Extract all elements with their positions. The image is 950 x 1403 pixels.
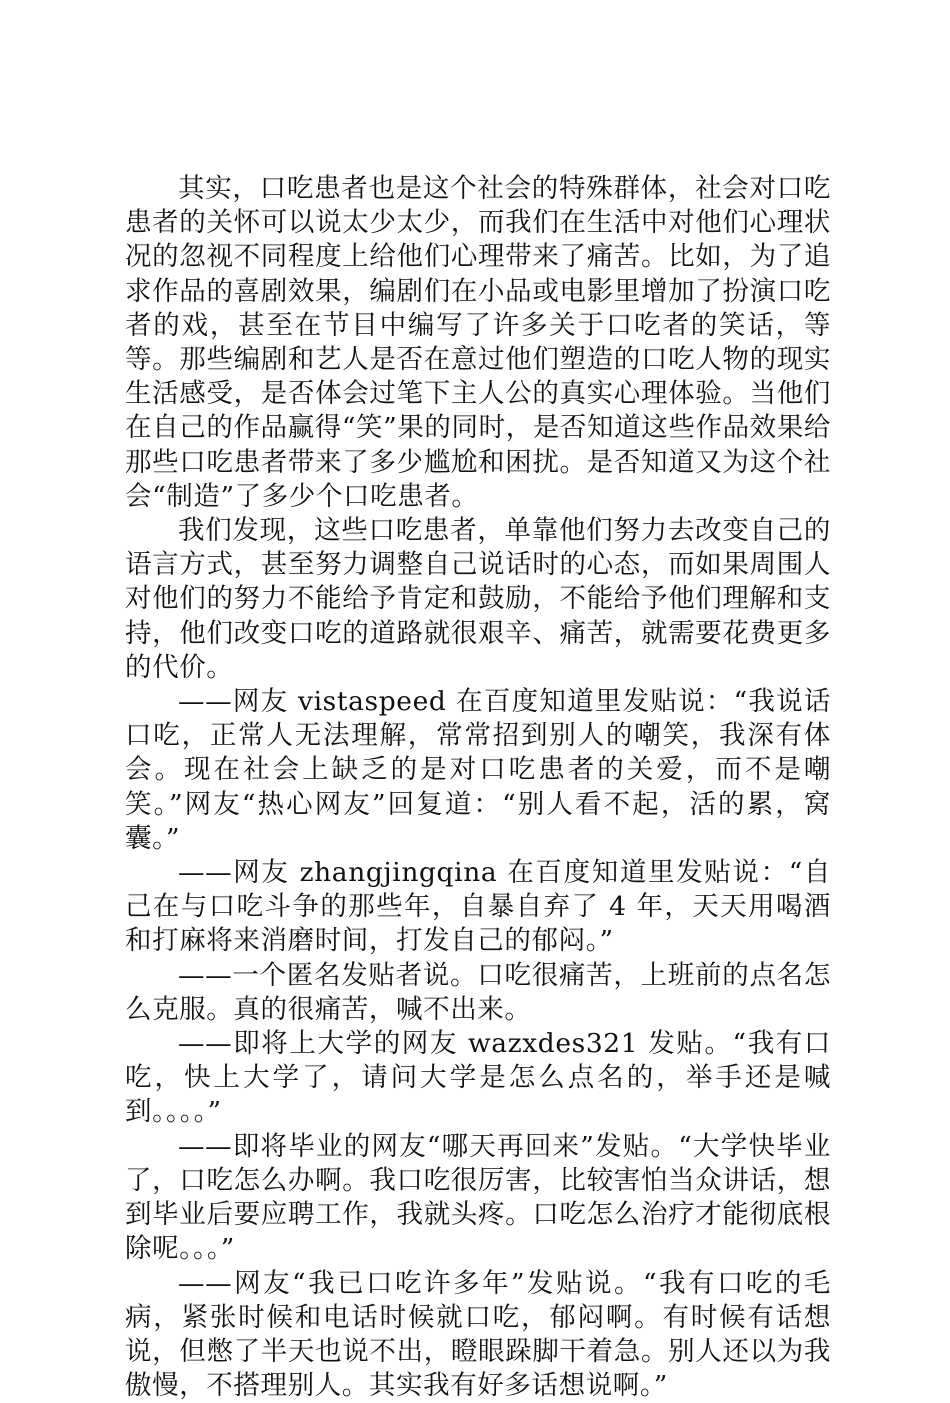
quote-wazxdes321: ——即将上大学的网友 wazxdes321 发贴。“我有口吃，快上大学了，请问大学是怎么点名的，举手还是喊到。。。。”: [125, 1027, 831, 1130]
quote-longtime-stutterer: ——网友“我已口吃许多年”发贴说。“我有口吃的毛病，紧张时候和电话时候就口吃，郁闷啊。有时候有话想说，但憋了半天也说不出，瞪眼跺脚干着急。别人还以为我傲慢，不搭理别人。其实我有好多话想说啊。”: [125, 1267, 831, 1403]
paragraph-intro: 其实，口吃患者也是这个社会的特殊群体，社会对口吃患者的关怀可以说太少太少，而我们在生活中对他们心理状况的忽视不同程度上给他们心理带来了痛苦。比如，为了追求作品的喜剧效果，编剧们在小品或电影里增加了扮演口吃者的戏，甚至在节目中编写了许多关于口吃者的笑话，等等。那些编剧和艺人是否在意过他们塑造的口吃人物的现实生活感受，是否体会过笔下主人公的真实心理体验。当他们在自己的作品赢得“笑”果的同时，是否知道这些作品效果给那些口吃患者带来了多少尴尬和困扰。是否知道又为这个社会“制造”了多少个口吃患者。: [125, 172, 831, 514]
quote-zhangjingqina: ——网友 zhangjingqina 在百度知道里发贴说：“自己在与口吃斗争的那些年，自暴自弃了 4 年，天天用喝酒和打麻将来消磨时间，打发自己的郁闷。”: [125, 856, 831, 959]
quote-vistaspeed: ——网友 vistaspeed 在百度知道里发贴说：“我说话口吃，正常人无法理解，常常招到别人的嘲笑，我深有体会。现在社会上缺乏的是对口吃患者的关爱，而不是嘲笑。”网友“热心网友”回复道：“别人看不起，活的累，窝囊。”: [125, 685, 831, 856]
quote-anonymous: ——一个匿名发贴者说。口吃很痛苦，上班前的点名怎么克服。真的很痛苦，喊不出来。: [125, 959, 831, 1027]
document-body: [125, 172, 831, 1403]
quote-graduating-user: ——即将毕业的网友“哪天再回来”发贴。“大学快毕业了，口吃怎么办啊。我口吃很厉害，比较害怕当众讲话，想到毕业后要应聘工作，我就头疼。口吃怎么治疗才能彻底根除呢。。。”: [125, 1130, 831, 1267]
paragraph-observation: 我们发现，这些口吃患者，单靠他们努力去改变自己的语言方式，甚至努力调整自己说话时的心态，而如果周围人对他们的努力不能给予肯定和鼓励，不能给予他们理解和支持，他们改变口吃的道路就很艰辛、痛苦，就需要花费更多的代价。: [125, 514, 831, 685]
